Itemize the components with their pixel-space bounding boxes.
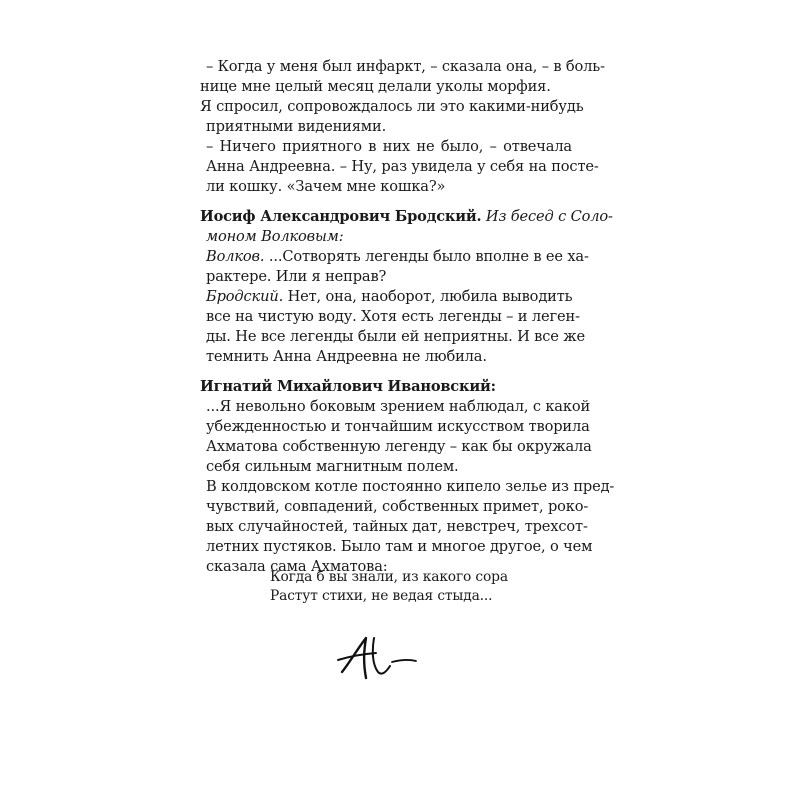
dialogue-text: Нет, она, наоборот, любила выводить	[283, 288, 573, 305]
text-line: убежденностью и тончайшим искусством творила	[206, 418, 590, 435]
text-line: себя сильным магнитным полем.	[206, 458, 459, 475]
dialogue-line	[206, 247, 589, 267]
text-line: летних пустяков. Было там и многое другое, о чем	[206, 538, 593, 555]
verse-line: Когда б вы знали, из какого сора	[270, 569, 508, 585]
signature-monogram-icon	[336, 632, 420, 684]
verse-line: Растут стихи, не ведая стыда...	[270, 588, 493, 604]
text-line: чувствий, совпадений, собственных примет, роко-	[206, 498, 589, 515]
author-name: Иосиф Александрович Бродский.	[200, 208, 482, 225]
text-line: Ахматова собственную легенду – как бы окружала	[206, 438, 592, 455]
text-line: все на чистую воду. Хотя есть легенды – и леген-	[206, 308, 580, 325]
text-line: приятными видениями.	[206, 118, 387, 135]
source-title-cont: моном Волковым:	[206, 228, 344, 245]
text-line: В колдовском котле постоянно кипело зелье из пред-	[206, 478, 615, 495]
text-line: ли кошку. «Зачем мне кошка?»	[206, 178, 446, 195]
author-name: Игнатий Михайлович Ивановский:	[200, 378, 496, 395]
source-title: Из бесед с Соло-	[485, 208, 613, 225]
text-line: Анна Андреевна. – Ну, раз увидела у себя на посте-	[206, 158, 599, 175]
dialogue-line	[206, 287, 572, 307]
text-line: рактере. Или я неправ?	[206, 268, 387, 285]
text-line: сказала сама Ахматова:	[206, 558, 388, 575]
text-line: Я спросил, сопровождалось ли это какими-нибудь	[200, 98, 584, 115]
text-line: нице мне целый месяц делали уколы морфия.	[200, 78, 551, 95]
text-line: – Ничего приятного в них не было, – отвечала	[206, 138, 572, 155]
text-line: – Когда у меня был инфаркт, – сказала она, – в боль-	[206, 58, 605, 75]
text-line: ...Я невольно боковым зрением наблюдал, с какой	[206, 398, 591, 415]
text-line: темнить Анна Андреевна не любила.	[206, 348, 487, 365]
speaker-name: Бродский.	[206, 288, 284, 305]
section-heading	[200, 207, 613, 227]
text-line: ды. Не все легенды были ей неприятны. И все же	[206, 328, 585, 345]
dialogue-text: ...Сотворять легенды было вполне в ее ха-	[264, 248, 589, 265]
text-line: вых случайностей, тайных дат, невстреч, трехсот-	[206, 518, 588, 535]
speaker-name: Волков.	[206, 248, 265, 265]
